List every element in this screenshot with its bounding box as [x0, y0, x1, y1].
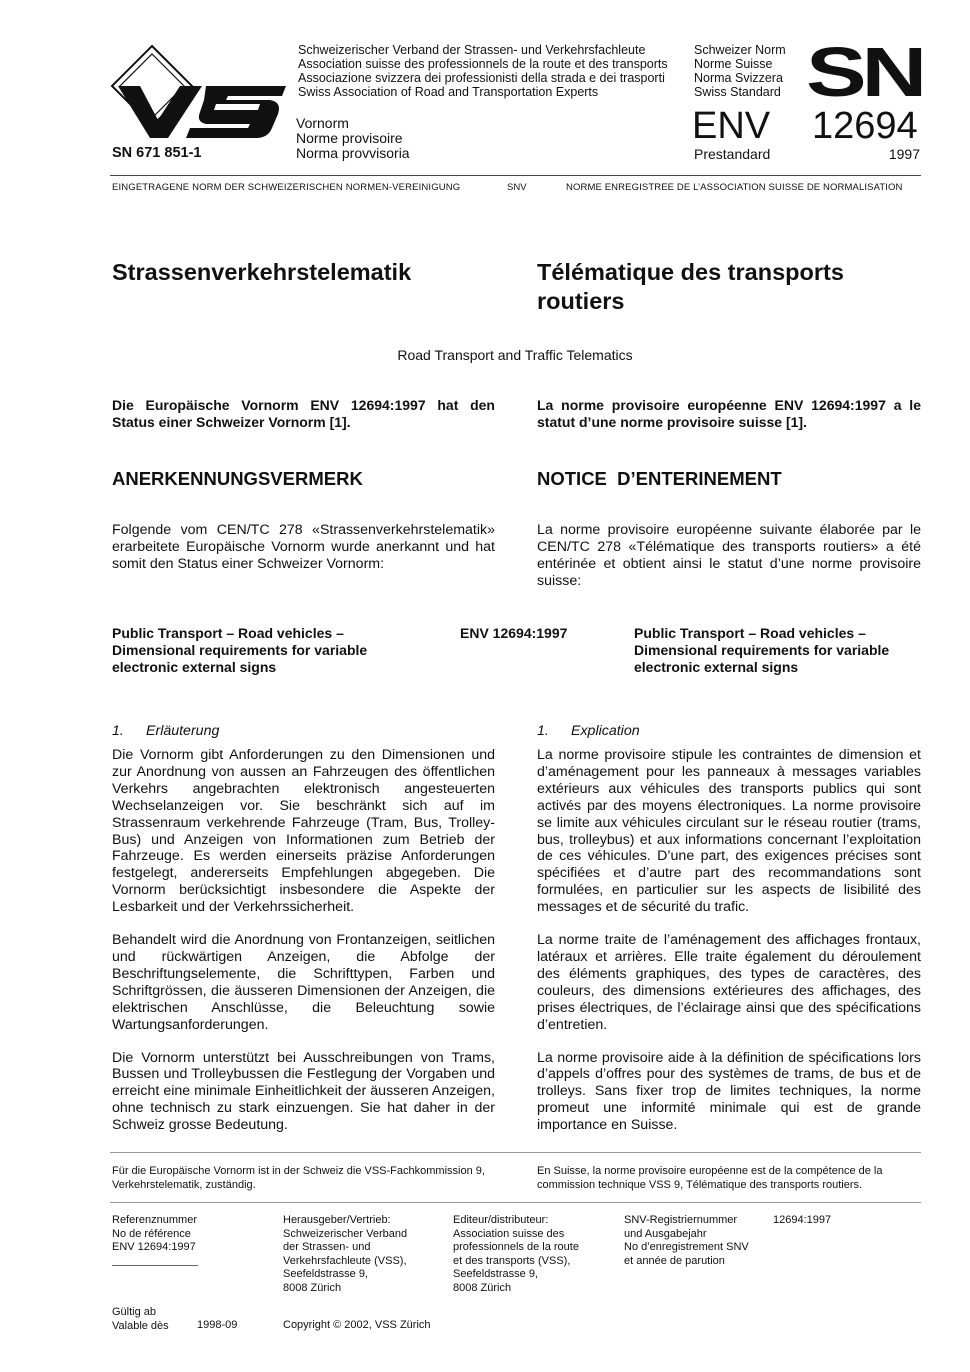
ref-label: Referenznummer	[112, 1214, 197, 1226]
norm-type-it: Norma Svizzera	[694, 71, 783, 85]
registered-snv: SNV	[507, 182, 527, 193]
paragraph: La norme provisoire aide à la définition de spécifications lors d’appels d’offres pour des systèmes de trams, de bus et de trolleys. Sans fixer trop de limites techniques, la norme promeut une informité minimale qui est de grande importance en Suisse.	[537, 1049, 921, 1134]
standard-title-line: Public Transport – Road vehicles –	[634, 625, 866, 641]
standard-title-left	[112, 625, 367, 676]
valid-date: 1998-09	[197, 1319, 238, 1331]
section-title: Erläuterung	[146, 723, 220, 739]
status-fr	[537, 397, 921, 431]
vss-logo	[110, 42, 292, 144]
publisher-line: Schweizerischer Verband	[283, 1227, 408, 1240]
year: 1997	[888, 146, 920, 162]
reference-underline	[112, 1265, 198, 1266]
registered-fr: NORME ENREGISTREE DE L’ASSOCIATION SUISSE DE NORMALISATION	[566, 182, 903, 193]
publisher-line: Herausgeber/Vertrieb:	[283, 1214, 391, 1226]
publisher-line: Association suisse des	[453, 1227, 565, 1240]
reference-number	[112, 1214, 197, 1255]
ref-value: ENV 12694:1997	[112, 1241, 196, 1253]
explanation-body-fr	[537, 747, 921, 1150]
publisher-line: et des transports (VSS),	[453, 1254, 571, 1267]
standard-code: ENV 12694:1997	[460, 625, 568, 641]
publisher-line: 8008 Zürich	[283, 1281, 342, 1294]
status-de	[112, 397, 495, 431]
paragraph: Behandelt wird die Anordnung von Frontanzeigen, seitlichen und rückwärtigen Anzeigen, die Abfolge der Beschriftungselemente, die Schrifttypen, Farben und Schriftgrössen, die äusseren Dimensionen der Anzeigen, die elektrischen Anschlüsse, die Beleuchtung sowie Wartungsanforderungen.	[112, 932, 495, 1033]
snv-label: et année de parution	[624, 1254, 725, 1267]
explanation-heading-fr	[537, 723, 640, 739]
association-en: Swiss Association of Road and Transportation Experts	[298, 85, 599, 99]
explanation-body-de	[112, 747, 495, 1150]
standard-title-line: Dimensional requirements for variable	[634, 642, 890, 658]
title-fr-line: routiers	[537, 288, 625, 314]
publisher-de	[283, 1214, 407, 1295]
snv-value: 12694:1997	[773, 1214, 832, 1226]
standard-title-line: Public Transport – Road vehicles –	[112, 625, 344, 641]
norm-type-fr: Norme Suisse	[694, 57, 773, 71]
paragraph: La norme traite de l’aménagement des affichages frontaux, latéraux et arrières. Elle traite également du déroulement des éléments graphiques, des types de caractères, des couleurs, des dimensions extérieures des affichages, des prises électriques, de l’éclairage ainsi que des spécifications d’entretien.	[537, 932, 921, 1033]
heading-recognition-fr: NOTICE D’ENTERINEMENT	[537, 468, 782, 489]
vornorm-de: Vornorm	[296, 115, 349, 131]
commission-line: commission technique VSS 9, Télématique des transports routiers.	[537, 1178, 863, 1191]
publisher-line: 8008 Zürich	[453, 1281, 512, 1294]
header-rule	[110, 175, 921, 176]
valid-label: Gültig ab	[112, 1306, 157, 1318]
footer-rule-mid	[110, 1202, 921, 1203]
section-number: 1.	[112, 723, 124, 739]
paragraph: Die Vornorm unterstützt bei Ausschreibungen von Trams, Bussen und Trolleybussen die Festlegung der Vorgaben und erreicht eine minimale Einheitlichkeit der äusseren Anzeigen, ohne technisch zu stark einzuengen. Sie hat daher in der Schweiz grosse Bedeutung.	[112, 1049, 495, 1134]
status-de-line: Die Europäische Vornorm ENV 12694:1997 hat den	[112, 397, 495, 413]
recognition-text-fr: La norme provisoire européenne suivante élaborée par le CEN/TC 278 «Télématique des transports routiers» a été entérinée et obtient ainsi le statut d’une norme provisoire suisse:	[537, 522, 921, 589]
publisher-line: Seefeldstrasse 9,	[283, 1268, 368, 1280]
commission-line: Verkehrstelematik, zuständig.	[112, 1178, 256, 1191]
vornorm-it: Norma provvisoria	[296, 145, 410, 161]
norm-type-de: Schweizer Norm	[694, 43, 786, 57]
norm-type-en: Swiss Standard	[694, 85, 781, 99]
snv-label: und Ausgabejahr	[624, 1227, 707, 1240]
paragraph: Die Vornorm gibt Anforderungen zu den Dimensionen und zur Anordnung von aussen an Fahrzeugen des öffentlichen Verkehrs angebrachten elektronisch angesteuerten Wechselanzeigen vor. Sie beschränkt sich auf im Strassenraum verkehrende Fahrzeuge (Tram, Bus, Trolley-Bus) und Anzeigen von Informationen zum Betrieb der Fahrzeuge. Es werden einerseits präzise Anforderungen festgelegt, andererseits Empfehlungen abgegeben. Die Vornorm berücksichtigt insbesondere die Aspekte der Lesbarkeit und der Verkehrssicherheit.	[112, 747, 495, 916]
association-de: Schweizerischer Verband der Strassen- und Verkehrsfachleute	[298, 43, 646, 57]
vornorm-label	[296, 116, 410, 161]
heading-recognition-de: ANERKENNUNGSVERMERK	[112, 468, 363, 489]
snv-label: No d’enregistrement SNV	[624, 1241, 749, 1253]
prestandard-label: Prestandard	[694, 146, 771, 162]
association-fr: Association suisse des professionnels de la route et des transports	[298, 57, 668, 71]
snv-registration	[624, 1214, 749, 1268]
ref-label: No de référence	[112, 1227, 191, 1240]
standard-title-right	[634, 625, 889, 676]
commission-line: Für die Europäische Vornorm ist in der Schweiz die VSS-Fachkommission 9,	[112, 1165, 485, 1177]
section-number: 1.	[537, 723, 549, 739]
title-fr	[537, 258, 844, 316]
title-de: Strassenverkehrstelematik	[112, 259, 412, 285]
standard-title-line: Dimensional requirements for variable	[112, 642, 368, 658]
standard-title-line: electronic external signs	[112, 659, 277, 675]
recognition-text-de: Folgende vom CEN/TC 278 «Strassenverkehrstelematik» erarbeitete Europäische Vornorm wurde anerkannt und hat somit den Status einer Schweizer Vornorm:	[112, 522, 495, 572]
commission-line: En Suisse, la norme provisoire européenne est de la compétence de la	[537, 1165, 883, 1177]
norm-type	[694, 43, 786, 99]
env-label: ENV	[692, 105, 771, 147]
status-fr-line: La norme provisoire européenne ENV 12694:1997 a le	[537, 397, 921, 413]
valid-from	[112, 1306, 169, 1333]
vornorm-fr: Norme provisoire	[296, 130, 403, 146]
copyright: Copyright © 2002, VSS Zürich	[283, 1319, 431, 1331]
association-it: Associazione svizzera dei professionisti della strada e dei trasporti	[298, 71, 665, 85]
publisher-line: Seefeldstrasse 9,	[453, 1268, 538, 1280]
doc-id: SN 671 851-1	[112, 145, 202, 161]
association-names	[298, 43, 668, 99]
sn-logo: SN	[806, 33, 923, 111]
standard-title-line: electronic external signs	[634, 659, 799, 675]
section-title: Explication	[571, 723, 640, 739]
explanation-heading-de	[112, 723, 219, 739]
publisher-line: Editeur/distributeur:	[453, 1214, 549, 1226]
commission-fr	[537, 1165, 883, 1192]
valid-label: Valable dès	[112, 1319, 169, 1332]
title-en: Road Transport and Traffic Telematics	[397, 347, 633, 363]
commission-de	[112, 1165, 485, 1192]
title-fr-line: Télématique des transports	[537, 259, 844, 285]
publisher-line: Verkehrsfachleute (VSS),	[283, 1254, 407, 1267]
publisher-fr	[453, 1214, 579, 1295]
footer-rule-top	[110, 1152, 921, 1153]
registered-de: EINGETRAGENE NORM DER SCHWEIZERISCHEN NORMEN-VEREINIGUNG	[112, 182, 461, 193]
env-number: 12694	[812, 105, 918, 147]
status-de-line: Status einer Schweizer Vornorm [1].	[112, 414, 351, 430]
paragraph: La norme provisoire stipule les contraintes de dimension et d’aménagement pour les panneaux à messages variables extérieurs aux véhicules des transports publics qui sont activés par des moyens électroniques. La norme provisoire se limite aux véhicules circulant sur le réseau routier (trams, bus, trolleybus) et aux informations concernant l’exploitation de ces véhicules. D’une part, des exigences précises sont spécifiées et d’autre part des recommandations sont formulées, en particulier sur les aspects de lisibilité des messages et de sécurité du trafic.	[537, 747, 921, 916]
publisher-line: professionnels de la route	[453, 1241, 579, 1253]
publisher-line: der Strassen- und	[283, 1241, 371, 1253]
status-fr-line: statut d’une norme provisoire suisse [1].	[537, 414, 807, 430]
snv-label: SNV-Registriernummer	[624, 1214, 738, 1226]
